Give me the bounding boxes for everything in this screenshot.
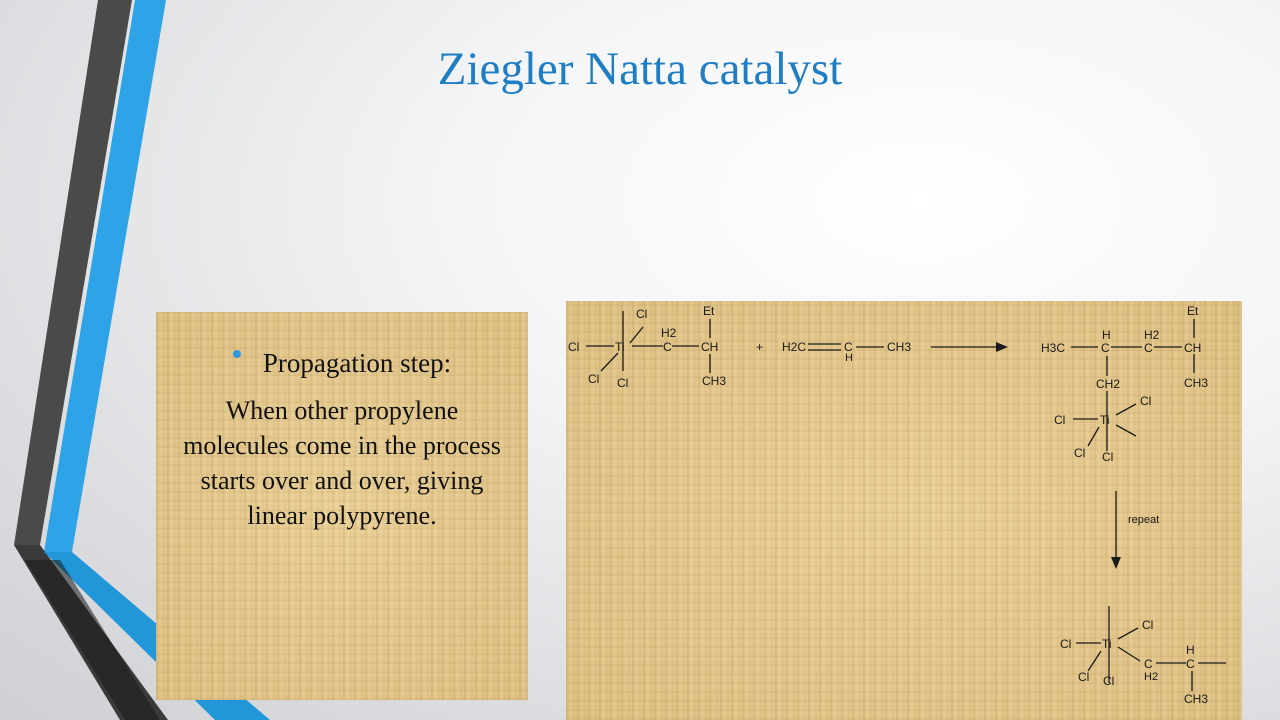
label-cl: Cl: [617, 376, 629, 390]
label-h: H: [845, 352, 853, 364]
label-cl: Cl: [1142, 618, 1154, 632]
bullet-dot-icon: [233, 350, 241, 358]
label-cl: Cl: [568, 340, 580, 354]
label-h: H: [1186, 643, 1195, 657]
body-text: When other propylene molecules come in the process starts over and over, giving linear polypyrene.: [183, 396, 501, 530]
label-h2: H2: [1144, 328, 1160, 342]
bullet-item: [156, 348, 528, 379]
label-c: C: [1101, 341, 1110, 355]
label-cl: Cl: [1103, 674, 1115, 688]
label-c: C: [1144, 657, 1153, 671]
label-ch: CH: [701, 340, 719, 354]
label-ch3: CH3: [1184, 692, 1209, 706]
reaction-diagram: [566, 301, 1242, 720]
label-cl: Cl: [1078, 670, 1090, 684]
label-cl: Cl: [1060, 637, 1072, 651]
label-h2: H2: [1144, 671, 1159, 683]
slide-title: Ziegler Natta catalyst: [437, 43, 843, 95]
label-c: C: [663, 340, 672, 354]
label-c: C: [844, 340, 853, 354]
bullet-text: Propagation step:: [262, 348, 452, 378]
label-cl: Cl: [1102, 450, 1114, 464]
label-et: Et: [703, 304, 715, 318]
label-h3c: H3C: [1041, 341, 1066, 355]
label-c: C: [1186, 657, 1195, 671]
label-h2: H2: [661, 326, 677, 340]
label-ti: Ti: [615, 340, 625, 354]
label-ch2: CH2: [1096, 377, 1121, 391]
repeat-label: repeat: [1128, 514, 1160, 526]
label-ti: Ti: [1100, 413, 1110, 427]
label-cl: Cl: [588, 372, 600, 386]
label-ch3: CH3: [1184, 376, 1209, 390]
label-h: H: [1102, 328, 1111, 342]
label-h2c: H2C: [782, 340, 807, 354]
label-et: Et: [1187, 304, 1199, 318]
label-ch3: CH3: [702, 374, 727, 388]
label-plus: +: [756, 340, 764, 354]
label-cl: Cl: [1054, 413, 1066, 427]
label-ch3: CH3: [887, 340, 912, 354]
text-panel: [156, 312, 528, 700]
label-cl: Cl: [636, 307, 648, 321]
label-ch: CH: [1184, 341, 1202, 355]
label-cl: Cl: [1074, 446, 1086, 460]
label-c: C: [1144, 341, 1153, 355]
reaction-scheme: [566, 301, 1242, 720]
label-cl: Cl: [1140, 394, 1152, 408]
label-ti: Ti: [1102, 637, 1112, 651]
